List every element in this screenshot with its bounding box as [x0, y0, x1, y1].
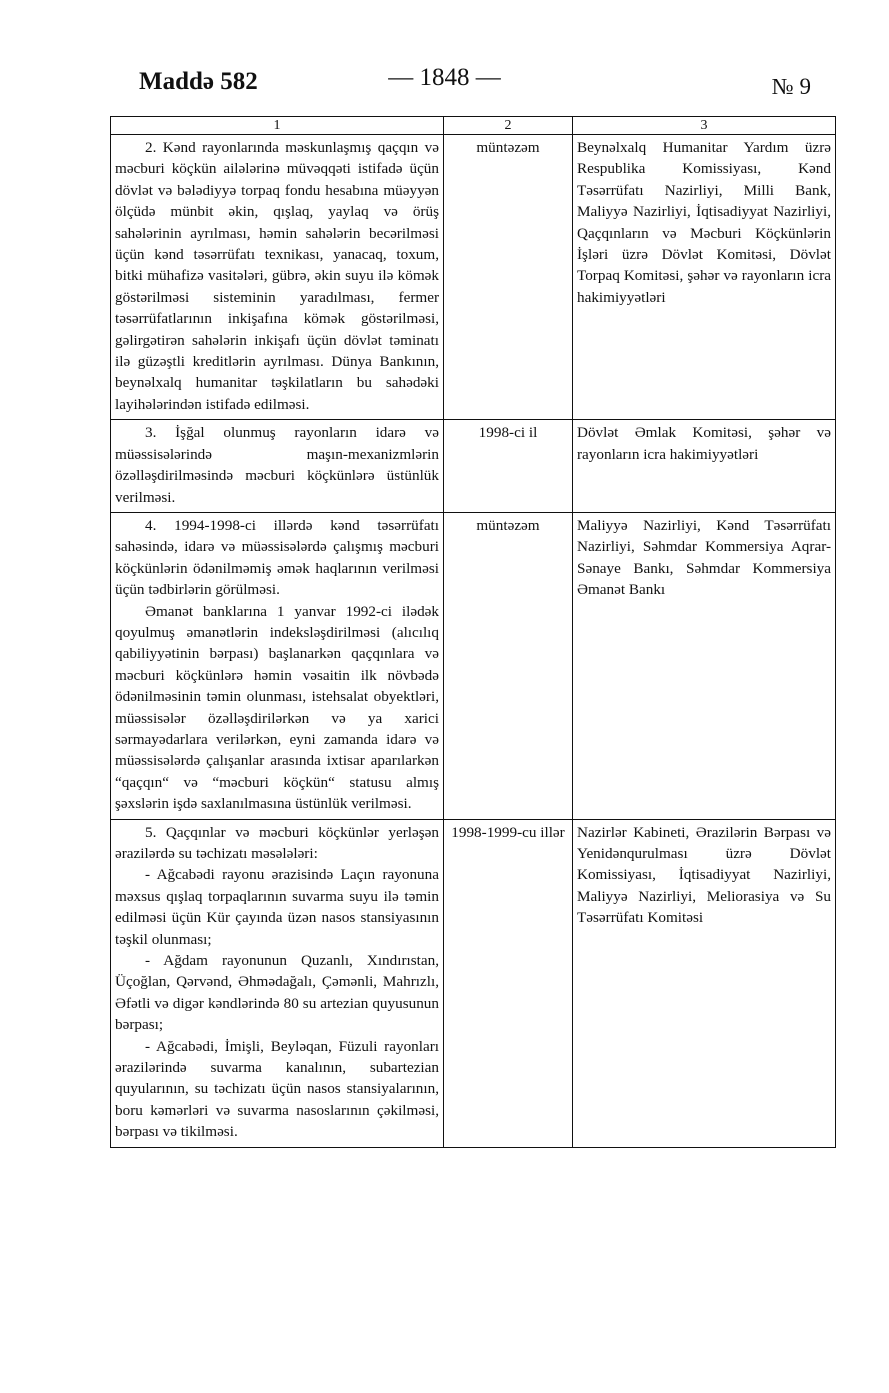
column-header: 1 — [111, 117, 444, 135]
measure-cell — [111, 512, 444, 819]
term-cell: müntəzəm — [444, 512, 573, 819]
measure-text: Əmanət banklarına 1 yanvar 1992-ci ilədək qoyulmuş əmanətlərin indeksləşdirilməsi (alıcılıq qabiliyyətinin bərpası) başlanarkən qaçqınlara və məcburi köçkünlərə həmin vəsaitin ilk növbədə ödənilməsinin təmin olunması, istehsalat obyektləri, müəssisələr özəlləşdirilərkən və ya xarici sərmayədarlara verilərkən, eyni zamanda idarə və müəssisələrdə çalışanlar arasında ixtisar aparılarkən “qaçqın“ və “məcburi köçkün“ statusu almış şəxslərin işdə saxlanılmasına üstünlük verilməsi. — [115, 602, 439, 813]
article-title: Maddə 582 — [139, 68, 258, 95]
measure-cell — [111, 135, 444, 420]
column-header: 3 — [573, 117, 836, 135]
measure-text: 2. Kənd rayonlarında məskunlaşmış qaçqın və məcburi köçkün ailələrinə müvəqqəti istifadə üçün dövlət və bələdiyyə torpaq fondu hesabına müəyyən ölçüdə münbit əkin, qışlaq, yaylaq və örüş sahələrinin ayrılması, həmin sahələrin becərilməsi üçün kənd təsərrüfatı texnikası, yanacaq, toxum, bitki mühafizə vasitələri, gübrə, əkin suyu ilə kömək göstərilməsi sisteminin yaradılması, fermer təsərrüfatlarının inkişafına kömək göstərilməsi, gəlirgətirən sahələrin inkişafı üçün dövlət təminatı ilə güzəştli kreditlərin ayrılması. Dünya Bankının, beynəlxalq humanitar təşkilatların bu sahədəki layihələrindən istifadə edilməsi. — [115, 139, 439, 413]
responsible-cell: Maliyyə Nazirliyi, Kənd Təsərrüfatı Nazirliyi, Səhmdar Kommersiya Aqrar-Sənaye Bankı, Səhmdar Kommersiya Əmanət Bankı — [573, 512, 836, 819]
page-header — [0, 62, 889, 106]
table-row — [111, 135, 836, 420]
measure-text: 3. İşğal olunmuş rayonların idarə və müəssisələrində maşın-mexanizmlərin özəlləşdirilməsində məcburi köçkünlərə üstünlük verilməsi. — [115, 424, 439, 506]
term-cell: 1998-1999-cu illər — [444, 819, 573, 1147]
measure-cell — [111, 420, 444, 513]
responsible-cell: Dövlət Əmlak Komitəsi, şəhər və rayonların icra hakimiyyətləri — [573, 420, 836, 513]
measures-table — [110, 116, 836, 1148]
table-row — [111, 420, 836, 513]
measure-text: 4. 1994-1998-ci illərdə kənd təsərrüfatı sahəsində, idarə və müəssisələrdə çalışmış məcburi köçkünlərin ödənilməmiş əmək haqlarının verilməsi üçün tədbirlərin görülməsi. — [115, 516, 439, 599]
table-row — [111, 512, 836, 819]
measure-cell — [111, 819, 444, 1147]
responsible-cell: Beynəlxalq Humanitar Yardım üzrə Respublika Komissiyası, Kənd Təsərrüfatı Nazirliyi, Milli Bank, Maliyyə Nazirliyi, İqtisadiyyat Nazirliyi, Qaçqınların və Məcburi Köçkünlərin İşləri üzrə Dövlət Komitəsi, Dövlət Torpaq Komitəsi, şəhər və rayonların icra hakimiyyətləri — [573, 135, 836, 420]
table-header-row — [111, 117, 836, 135]
page-number: — 1848 — — [388, 64, 501, 91]
column-header: 2 — [444, 117, 573, 135]
measure-subitem: - Ağcabədi, İmişli, Beyləqan, Füzuli rayonları ərazilərində suvarma kanalının, subartezian quyularının, su təchizatı üçün nasos stansiyalarının, boru kəmərləri və suvarma nasoslarının çəkilməsi, bərpası və tikilməsi. — [115, 1037, 439, 1141]
term-cell: 1998-ci il — [444, 420, 573, 513]
table-row — [111, 819, 836, 1147]
responsible-cell: Nazirlər Kabineti, Ərazilərin Bərpası və Yenidənqurulması üzrə Dövlət Komissiyası, İqtisadiyyat Nazirliyi, Maliyyə Nazirliyi, Meliorasiya və Su Təsərrüfatı Komitəsi — [573, 819, 836, 1147]
measure-subitem: - Ağcabədi rayonu ərazisində Laçın rayonuna məxsus qışlaq torpaqlarının suvarma suyu ilə təmin edilməsi üçün Kür çayında üzən nasos stansiyasının təşkil olunması; — [115, 866, 439, 948]
measure-text: 5. Qaçqınlar və məcburi köçkünlər yerləşən ərazilərdə su təchizatı məsələləri: — [115, 823, 439, 862]
term-cell: müntəzəm — [444, 135, 573, 420]
measure-subitem: - Ağdam rayonunun Quzanlı, Xındırıstan, Üçoğlan, Qərvənd, Əhmədağalı, Çəmənli, Mahrızlı, Əfətli və digər kəndlərində 80 su artezian quyusunun bərpası; — [115, 952, 439, 1034]
issue-number: № 9 — [771, 74, 811, 99]
